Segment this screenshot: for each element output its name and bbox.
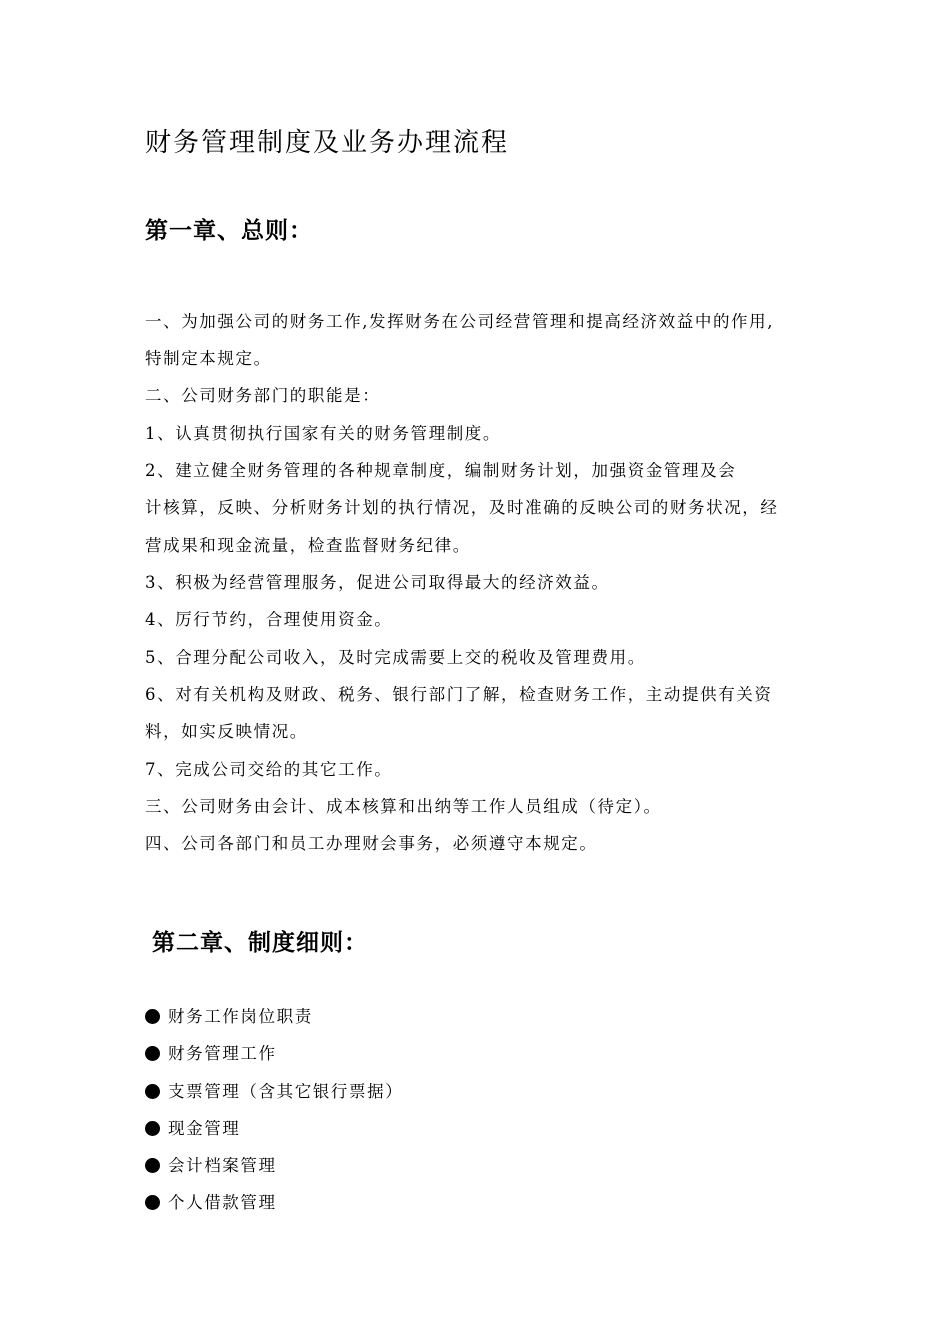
bullet-dot-icon [145, 1084, 160, 1099]
list-item [145, 1006, 403, 1043]
paragraph-line: 料，如实反映情况。 [145, 722, 308, 741]
list-item [145, 1192, 403, 1229]
bullet-dot-icon [145, 1195, 160, 1210]
document-title: 财务管理制度及业务办理流程 [145, 128, 510, 158]
paragraph-line: 二、公司财务部门的职能是： [145, 386, 381, 405]
paragraph-line: 四、公司各部门和员工办理财会事务，必须遵守本规定。 [145, 834, 598, 853]
bullet-dot-icon [145, 1121, 160, 1136]
paragraph-line: 2、建立健全财务管理的各种规章制度，编制财务计划，加强资金管理及会 [145, 461, 737, 480]
chapter-1-heading: 第一章、总则： [145, 218, 313, 244]
bullet-dot-icon [145, 1009, 160, 1024]
list-item [145, 1081, 403, 1118]
list-item-label: 现金管理 [168, 1118, 241, 1138]
paragraph-line: 3、积极为经营管理服务，促进公司取得最大的经济效益。 [145, 573, 610, 592]
paragraph-line: 三、公司财务由会计、成本核算和出纳等工作人员组成（待定）。 [145, 797, 662, 816]
list-item-label: 财务工作岗位职责 [168, 1007, 313, 1026]
list-item-label: 支票管理（含其它银行票据） [168, 1081, 404, 1101]
paragraph-line: 特制定本规定。 [145, 349, 272, 368]
list-item-label: 会计档案管理 [168, 1156, 277, 1176]
list-item [145, 1043, 403, 1080]
list-item [145, 1118, 403, 1155]
paragraph-line: 营成果和现金流量，检查监督财务纪律。 [145, 536, 471, 555]
paragraph-line: 一、为加强公司的财务工作,发挥财务在公司经营管理和提高经济效益中的作用, [145, 312, 775, 331]
paragraph-line: 6、对有关机构及财政、税务、银行部门了解，检查财务工作，主动提供有关资 [145, 685, 773, 704]
bullet-dot-icon [145, 1046, 160, 1061]
chapter-2-item-list [145, 1006, 403, 1230]
bullet-dot-icon [145, 1158, 160, 1173]
list-item-label: 个人借款管理 [168, 1193, 277, 1213]
chapter-2-heading: 第二章、制度细则： [152, 930, 368, 956]
paragraph-line: 1、认真贯彻执行国家有关的财务管理制度。 [145, 424, 501, 443]
list-item [145, 1155, 403, 1192]
paragraph-line: 计核算，反映、分析财务计划的执行情况，及时准确的反映公司的财务状况，经 [145, 498, 779, 517]
paragraph-line: 7、完成公司交给的其它工作。 [145, 760, 393, 779]
paragraph-line: 5、合理分配公司收入，及时完成需要上交的税收及管理费用。 [145, 648, 646, 667]
list-item-label: 财务管理工作 [168, 1044, 277, 1064]
paragraph-line: 4、厉行节约，合理使用资金。 [145, 610, 393, 629]
